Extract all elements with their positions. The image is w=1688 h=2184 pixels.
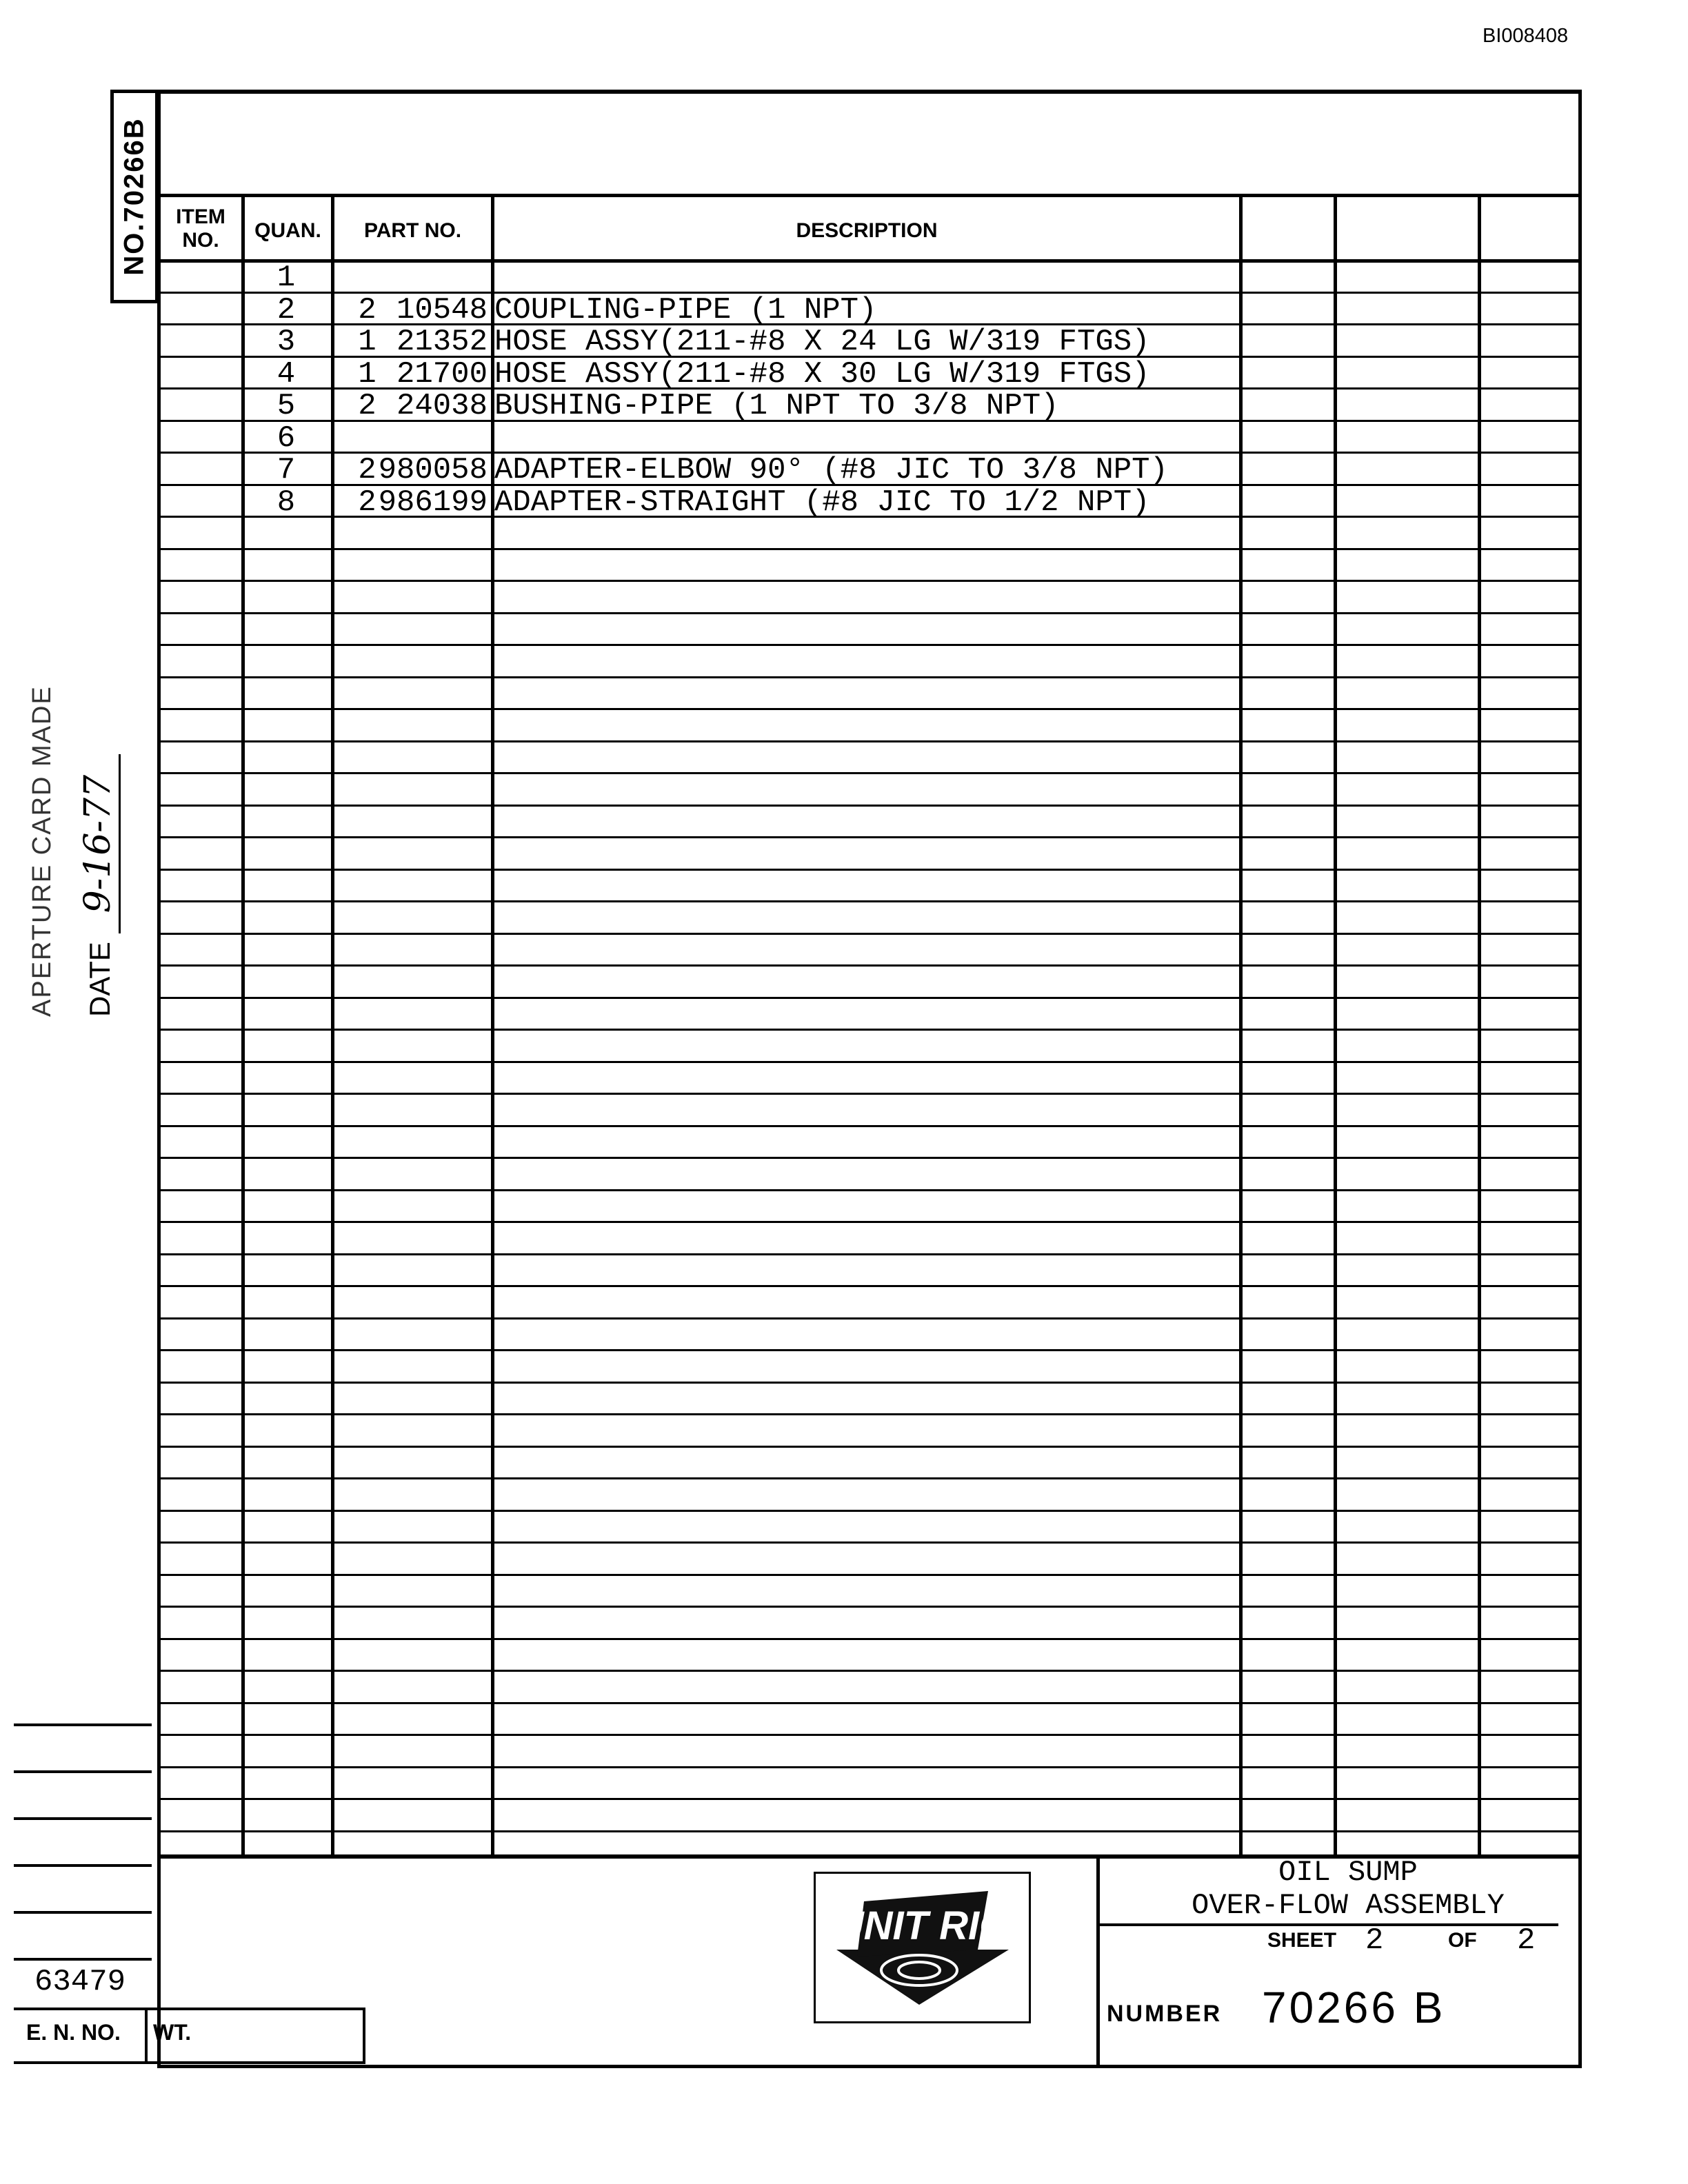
- table-row-line: [157, 1253, 1582, 1255]
- drawing-number-tab: [110, 90, 159, 303]
- unit-rig-logo-graphic: [816, 1874, 1029, 2021]
- row-7-part: 980058: [378, 453, 488, 487]
- table-row-line: [157, 740, 1582, 742]
- top-blank-box: [157, 90, 1582, 197]
- table-row-line: [157, 900, 1582, 902]
- row-5-quan: 2: [358, 389, 376, 423]
- margin-line: [14, 1770, 152, 1773]
- table-row-line: [157, 1125, 1582, 1127]
- row-5-desc: BUSHING-PIPE (1 NPT TO 3/8 NPT): [494, 389, 1059, 423]
- row-1-item: 1: [277, 261, 296, 295]
- sheet-label: SHEET: [1267, 1929, 1337, 1952]
- table-row-line: [157, 1477, 1582, 1479]
- row-8-part: 986199: [378, 485, 488, 520]
- header-quan: QUAN.: [254, 219, 321, 242]
- table-row-line: [157, 869, 1582, 871]
- date-label: DATE: [83, 942, 116, 1017]
- svg-text:UNIT RIG: UNIT RIG: [834, 1903, 1011, 1948]
- table-row-line: [157, 1221, 1582, 1223]
- number-label: NUMBER: [1107, 2001, 1223, 2027]
- table-row-line: [157, 933, 1582, 935]
- sheet-total: 2: [1517, 1923, 1536, 1958]
- row-2-quan: 2: [358, 293, 376, 327]
- row-2-desc: COUPLING-PIPE (1 NPT): [494, 293, 877, 327]
- table-row-line: [157, 997, 1582, 999]
- title-block-divider: [1096, 1854, 1100, 2068]
- margin-line: [14, 1911, 152, 1914]
- table-row-line: [157, 1766, 1582, 1768]
- title-line-1: OIL SUMP: [1278, 1856, 1418, 1889]
- header-item-no: ITEM NO.: [176, 205, 225, 252]
- row-4-quan: 1: [358, 357, 376, 392]
- table-row-line: [157, 1029, 1582, 1031]
- header-description: DESCRIPTION: [796, 219, 938, 242]
- row-7-desc: ADAPTER-ELBOW 90° (#8 JIC TO 3/8 NPT): [494, 453, 1168, 487]
- table-row-line: [157, 1413, 1582, 1415]
- drawing-number: 70266 B: [1262, 1983, 1446, 2032]
- table-row-line: [157, 1830, 1582, 1832]
- table-row-line: [157, 805, 1582, 807]
- date-value: 9-16-77: [77, 754, 121, 934]
- row-4-desc: HOSE ASSY(211-#8 X 30 LG W/319 FTGS): [494, 357, 1150, 392]
- table-row-line: [157, 548, 1582, 550]
- margin-line: [14, 1817, 152, 1820]
- table-row-line: [157, 1349, 1582, 1351]
- table-row-line: [157, 676, 1582, 678]
- en-number-value: 63479: [34, 1965, 126, 1999]
- table-row-line: [157, 1702, 1582, 1704]
- table-row-line: [157, 1606, 1582, 1608]
- table-row-line: [157, 580, 1582, 582]
- aperture-card-label: APERTURE CARD MADE: [28, 685, 57, 1017]
- table-row-line: [157, 1285, 1582, 1287]
- table-row-line: [157, 1798, 1582, 1800]
- table-row-line: [157, 1734, 1582, 1736]
- table-row-line: [157, 964, 1582, 967]
- margin-line: [14, 1958, 152, 1961]
- margin-line: [14, 1723, 152, 1726]
- row-6-item: 6: [277, 421, 296, 456]
- row-8-desc: ADAPTER-STRAIGHT (#8 JIC TO 1/2 NPT): [494, 485, 1150, 520]
- table-row-line: [157, 1061, 1582, 1063]
- row-7-item: 7: [277, 453, 296, 487]
- table-row-line: [157, 1446, 1582, 1448]
- margin-line: [14, 1864, 152, 1867]
- table-row-line: [157, 644, 1582, 646]
- table-row-line: [157, 1574, 1582, 1576]
- document-id: BI008408: [1483, 25, 1569, 47]
- row-4-item: 4: [277, 357, 296, 392]
- row-4-part: 21700: [396, 357, 488, 392]
- table-row-line: [157, 1093, 1582, 1095]
- table-row-line: [157, 1670, 1582, 1672]
- unit-rig-logo: [814, 1872, 1031, 2023]
- weight-box: [145, 2008, 365, 2061]
- table-row-line: [157, 772, 1582, 774]
- sheet-number: 2: [1365, 1923, 1384, 1958]
- table-row-line: [157, 708, 1582, 710]
- row-2-item: 2: [277, 293, 296, 327]
- of-label: OF: [1448, 1929, 1477, 1952]
- aperture-date: [77, 754, 119, 1017]
- title-divider: [1096, 1923, 1558, 1926]
- table-row-line: [157, 1541, 1582, 1544]
- drawing-number-tab-text: NO.70266B: [119, 117, 150, 276]
- table-row-line: [157, 612, 1582, 614]
- row-3-quan: 1: [358, 325, 376, 359]
- en-number-label: E. N. NO.: [26, 2020, 121, 2045]
- table-row-line: [157, 1510, 1582, 1512]
- row-7-quan: 2: [358, 453, 376, 487]
- header-bottom-line: [157, 259, 1582, 263]
- table-row-line: [157, 1382, 1582, 1384]
- table-row-line: [157, 1189, 1582, 1191]
- row-8-item: 8: [277, 485, 296, 520]
- row-5-item: 5: [277, 389, 296, 423]
- row-3-item: 3: [277, 325, 296, 359]
- row-3-part: 21352: [396, 325, 488, 359]
- margin-line: [14, 2008, 152, 2010]
- row-8-quan: 2: [358, 485, 376, 520]
- header-part-no: PART NO.: [363, 219, 462, 242]
- row-5-part: 24038: [396, 389, 488, 423]
- row-3-desc: HOSE ASSY(211-#8 X 24 LG W/319 FTGS): [494, 325, 1150, 359]
- title-line-2: OVER-FLOW ASSEMBLY: [1192, 1889, 1505, 1922]
- row-2-part: 10548: [396, 293, 488, 327]
- table-row-line: [157, 836, 1582, 838]
- table-row-line: [157, 1638, 1582, 1640]
- weight-label: WT.: [153, 2020, 192, 2045]
- table-row-line: [157, 1157, 1582, 1159]
- table-row-line: [157, 1317, 1582, 1320]
